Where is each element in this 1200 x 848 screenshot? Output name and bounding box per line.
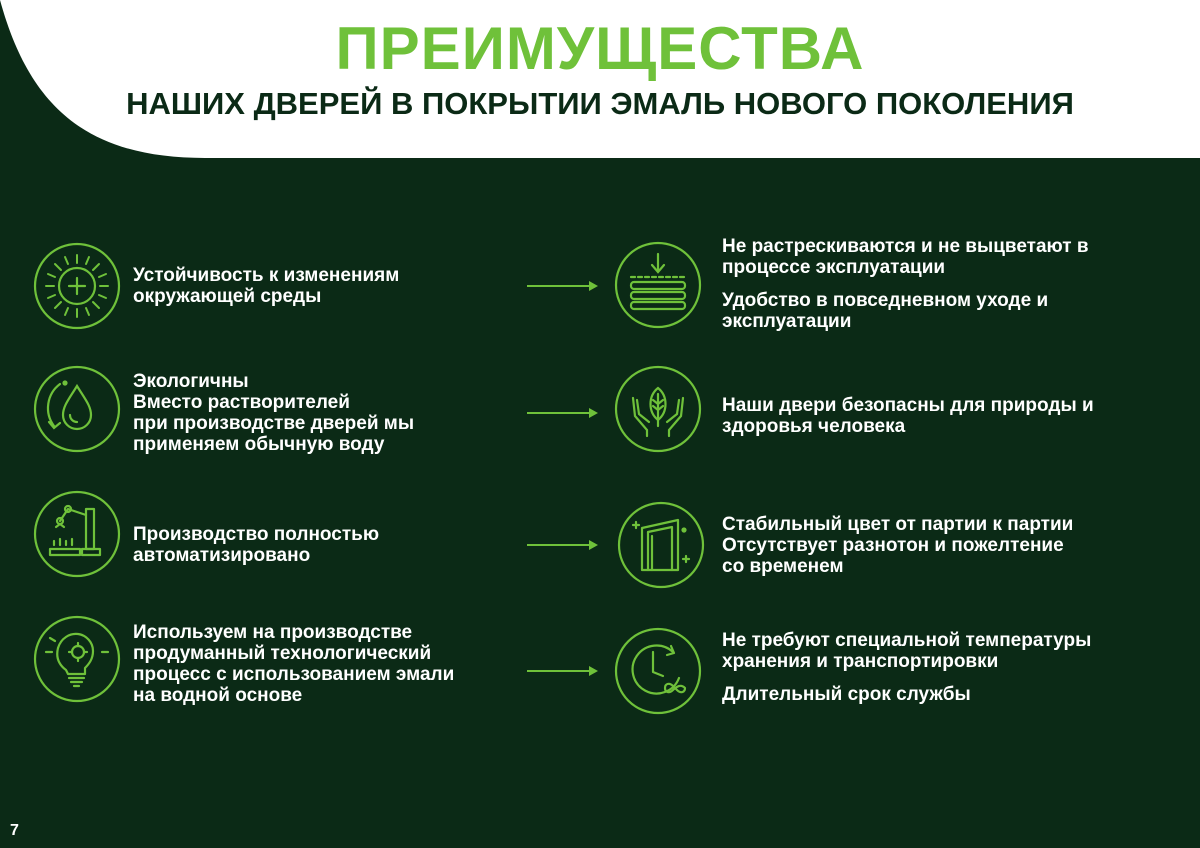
door-frame-icon (616, 500, 706, 590)
hands-leaf-icon (613, 364, 703, 454)
result-text-temperature: Не требуют специальной температуры хранения и транспортировки Длительный срок службы (722, 630, 1092, 705)
result-text-stable-color: Стабильный цвет от партии к партии Отсутствует разнотон и пожелтение со временем (722, 514, 1074, 577)
benefit-text-environment: Устойчивость к изменениям окружающей среды (133, 265, 400, 307)
arrow-right-icon (527, 539, 599, 551)
lightbulb-gear-icon (32, 614, 122, 704)
benefit-text-process: Используем на производстве продуманный технологический процесс с использованием эмали на водной основе (133, 622, 455, 706)
clock-infinity-icon (613, 626, 703, 716)
page-title: ПРЕИМУЩЕСТВА (335, 15, 865, 82)
arrow-right-icon (527, 665, 599, 677)
page-number: 7 (10, 822, 19, 839)
benefit-text-eco: Экологичны Вместо растворителей при производстве дверей мы применяем обычную воду (133, 371, 415, 455)
benefit-text-automation: Производство полностью автоматизировано (133, 524, 380, 566)
water-drop-icon (32, 364, 122, 454)
page-subtitle: НАШИХ ДВЕРЕЙ В ПОКРЫТИИ ЭМАЛЬ НОВОГО ПОКОЛЕНИЯ (126, 86, 1074, 121)
sun-icon (32, 241, 122, 331)
layers-arrow-icon (613, 240, 703, 330)
arrow-right-icon (527, 280, 599, 292)
result-text-no-cracks: Не растрескиваются и не выцветают в процессе эксплуатации Удобство в повседневном уходе и эксплуатации (722, 236, 1089, 332)
robot-arm-icon (32, 489, 122, 579)
arrow-right-icon (527, 407, 599, 419)
result-text-safe: Наши двери безопасны для природы и здоровья человека (722, 395, 1094, 437)
